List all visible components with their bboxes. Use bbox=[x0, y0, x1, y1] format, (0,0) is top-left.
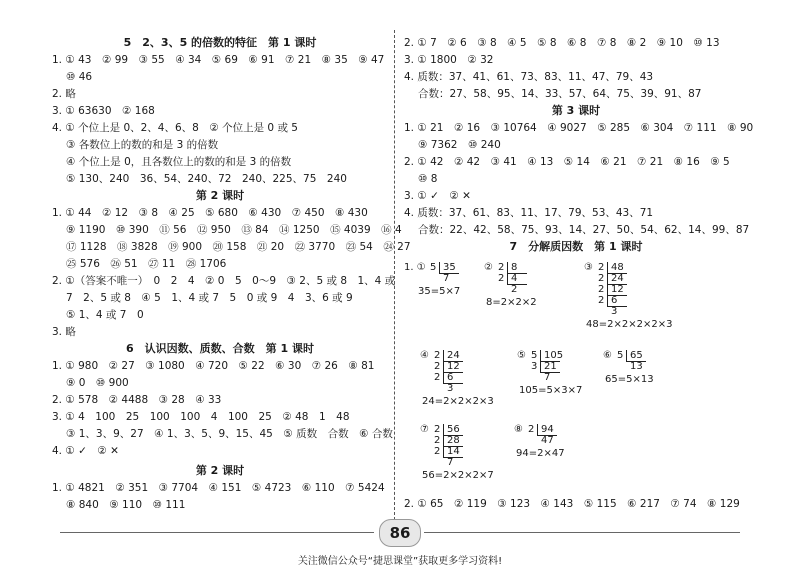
quotient: 7 bbox=[443, 273, 450, 284]
division-bar bbox=[537, 424, 538, 435]
footer-rule-left bbox=[60, 532, 374, 533]
divisor: 2 bbox=[598, 273, 605, 284]
division-bar bbox=[607, 284, 608, 295]
factorization-label: ⑦ bbox=[420, 424, 429, 435]
quotient: 94 bbox=[541, 424, 554, 435]
divisor: 5 bbox=[617, 350, 624, 361]
factorization-label: 1. ① bbox=[404, 262, 426, 273]
factorization-label: ③ bbox=[584, 262, 593, 273]
answer-line: ⑰ 1128 ⑱ 3828 ⑲ 900 ⑳ 158 ㉑ 20 ㉒ 3770 ㉓ 54 ㉔ 27 bbox=[66, 241, 411, 253]
divisor: 2 bbox=[434, 446, 441, 457]
divisor: 2 bbox=[434, 361, 441, 372]
quotient: 2 bbox=[511, 284, 518, 295]
quotient: 65 bbox=[630, 350, 643, 361]
footer-rule-right bbox=[424, 532, 740, 533]
answer-line: ⑩ 46 bbox=[66, 71, 93, 83]
answer-line: 1. ① 21 ② 16 ③ 10764 ④ 9027 ⑤ 285 ⑥ 304 ⑦ 111 ⑧ 90 bbox=[404, 122, 754, 134]
quotient: 6 bbox=[611, 295, 618, 306]
answer-line: 2. ① 578 ② 4488 ③ 28 ④ 33 bbox=[52, 394, 222, 406]
answer-line: ④ 个位上是 0，且各数位上的数的和是 3 的倍数 bbox=[66, 156, 292, 168]
divisor: 2 bbox=[498, 262, 505, 273]
answer-line: 1. ① 4821 ② 351 ③ 7704 ④ 151 ⑤ 4723 ⑥ 110 ⑦ 5424 bbox=[52, 482, 385, 494]
section-heading: 第 3 课时 bbox=[551, 104, 601, 117]
division-bar bbox=[443, 435, 444, 446]
answer-line: 2. ①（答案不唯一） 0 2 4 ② 0 5 0～9 ③ 2、5 或 8 1、4 或 bbox=[52, 275, 396, 287]
factorization-label: ⑧ bbox=[514, 424, 523, 435]
answer-line: ⑨ 7362 ⑩ 240 bbox=[418, 139, 501, 151]
answer-line: 4. 质数：37、41、61、73、83、11、47、79、43 bbox=[404, 71, 654, 83]
divisor: 2 bbox=[598, 262, 605, 273]
quotient: 4 bbox=[511, 273, 518, 284]
quotient: 7 bbox=[544, 372, 551, 383]
answer-line: 2. ① 7 ② 6 ③ 8 ④ 5 ⑤ 8 ⑥ 8 ⑦ 8 ⑧ 2 ⑨ 10 ⑩ 13 bbox=[404, 37, 720, 49]
footer-note: 关注微信公众号“捷思课堂”获取更多学习资料! bbox=[297, 556, 503, 567]
answer-line: 3. ① ✓ ② ✕ bbox=[404, 190, 471, 202]
quotient: 28 bbox=[447, 435, 460, 446]
factorization-label: ② bbox=[484, 262, 493, 273]
answer-line: 合数：27、58、95、14、33、57、64、75、39、91、87 bbox=[418, 88, 702, 100]
quotient: 14 bbox=[447, 446, 460, 457]
division-bar bbox=[626, 350, 627, 361]
answer-line: 合数：22、42、58、75、93、14、27、50、54、62、14、99、87 bbox=[418, 224, 750, 236]
factorization-label: ⑥ bbox=[603, 350, 612, 361]
division-bar bbox=[507, 273, 508, 284]
factorization-result: 35=5×7 bbox=[418, 286, 461, 297]
division-bar bbox=[439, 262, 440, 273]
divisor: 5 bbox=[430, 262, 437, 273]
answer-line: 1. ① 44 ② 12 ③ 8 ④ 25 ⑤ 680 ⑥ 430 ⑦ 450 ⑧ 430 bbox=[52, 207, 368, 219]
factorization-result: 105=5×3×7 bbox=[519, 385, 583, 396]
answer-line: 3. ① 1800 ② 32 bbox=[404, 54, 494, 66]
section-heading: 6 认识因数、质数、合数 第 1 课时 bbox=[126, 342, 314, 355]
division-bar bbox=[540, 361, 541, 372]
quotient: 7 bbox=[447, 457, 454, 468]
division-bar bbox=[443, 372, 444, 383]
factorization-label: ⑤ bbox=[517, 350, 526, 361]
divisor: 3 bbox=[531, 361, 538, 372]
answer-line: ③ 1、3、9、27 ④ 1、3、5、9、15、45 ⑤ 质数 合数 ⑥ 合数 bbox=[66, 428, 393, 440]
division-bar bbox=[507, 262, 508, 273]
quotient: 105 bbox=[544, 350, 564, 361]
division-bar bbox=[607, 273, 608, 284]
column-divider bbox=[394, 30, 395, 520]
quotient: 8 bbox=[511, 262, 518, 273]
answer-line: ㉕ 576 ㉖ 51 ㉗ 11 ㉘ 1706 bbox=[66, 258, 227, 270]
division-bar bbox=[607, 262, 608, 273]
quotient: 3 bbox=[611, 306, 618, 317]
section-heading: 5 2、3、5 的倍数的特征 第 1 课时 bbox=[123, 36, 317, 49]
answer-line: 1. ① 980 ② 27 ③ 1080 ④ 720 ⑤ 22 ⑥ 30 ⑦ 26 ⑧ 81 bbox=[52, 360, 375, 372]
divisor: 2 bbox=[434, 435, 441, 446]
quotient: 6 bbox=[447, 372, 454, 383]
page-number: 86 bbox=[379, 519, 421, 547]
divisor: 2 bbox=[598, 295, 605, 306]
quotient: 48 bbox=[611, 262, 624, 273]
division-bar bbox=[540, 350, 541, 361]
answer-line: 4. 质数：37、61、83、11、17、79、53、43、71 bbox=[404, 207, 654, 219]
answer-line: 7 2、5 或 8 ④ 5 1、4 或 7 5 0 或 9 4 3、6 或 9 bbox=[66, 292, 353, 304]
quotient: 13 bbox=[630, 361, 643, 372]
quotient: 24 bbox=[447, 350, 460, 361]
answer-line: 3. 略 bbox=[52, 326, 76, 338]
answer-line: ⑨ 1190 ⑩ 390 ⑪ 56 ⑫ 950 ⑬ 84 ⑭ 1250 ⑮ 4039 ⑯ 4 bbox=[66, 224, 402, 236]
factorization-result: 65=5×13 bbox=[605, 374, 654, 385]
division-bar bbox=[443, 446, 444, 457]
quotient: 47 bbox=[541, 435, 554, 446]
division-bar bbox=[443, 361, 444, 372]
factorization-result: 56=2×2×2×7 bbox=[422, 470, 494, 481]
answer-line: 4. ① 个位上是 0、2、4、6、8 ② 个位上是 0 或 5 bbox=[52, 122, 298, 134]
answer-line: ⑧ 840 ⑨ 110 ⑩ 111 bbox=[66, 499, 186, 511]
factorization-result: 24=2×2×2×3 bbox=[422, 396, 494, 407]
answer-line: ③ 各数位上的数的和是 3 的倍数 bbox=[66, 139, 219, 151]
divisor: 2 bbox=[434, 372, 441, 383]
division-bar bbox=[443, 350, 444, 361]
factorization-result: 94=2×47 bbox=[516, 448, 565, 459]
quotient: 3 bbox=[447, 383, 454, 394]
answer-line: ⑤ 130、240 36、54、240、72 240、225、75 240 bbox=[66, 173, 347, 185]
divisor: 2 bbox=[498, 273, 505, 284]
division-bar bbox=[443, 424, 444, 435]
divisor: 2 bbox=[598, 284, 605, 295]
quotient: 24 bbox=[611, 273, 624, 284]
factorization-result: 48=2×2×2×2×3 bbox=[586, 319, 673, 330]
divisor: 5 bbox=[531, 350, 538, 361]
answer-line: 1. ① 43 ② 99 ③ 55 ④ 34 ⑤ 69 ⑥ 91 ⑦ 21 ⑧ 35 ⑨ 47 bbox=[52, 54, 385, 66]
quotient: 56 bbox=[447, 424, 460, 435]
answer-line: 4. ① ✓ ② ✕ bbox=[52, 445, 119, 457]
section-heading: 第 2 课时 bbox=[195, 189, 245, 202]
section-heading: 7 分解质因数 第 1 课时 bbox=[509, 240, 643, 253]
answer-line: ⑨ 0 ⑩ 900 bbox=[66, 377, 129, 389]
answer-line: 3. ① 4 100 25 100 100 4 100 25 ② 48 1 48 bbox=[52, 411, 350, 423]
divisor: 2 bbox=[528, 424, 535, 435]
answer-line: ⑤ 1、4 或 7 0 bbox=[66, 309, 144, 321]
answer-line: 2. 略 bbox=[52, 88, 76, 100]
divisor: 2 bbox=[434, 350, 441, 361]
answer-line: 2. ① 42 ② 42 ③ 41 ④ 13 ⑤ 14 ⑥ 21 ⑦ 21 ⑧ 16 ⑨ 5 bbox=[404, 156, 730, 168]
answer-line: 3. ① 63630 ② 168 bbox=[52, 105, 155, 117]
factorization-label: ④ bbox=[420, 350, 429, 361]
quotient: 12 bbox=[447, 361, 460, 372]
quotient: 35 bbox=[443, 262, 456, 273]
section-heading: 第 2 课时 bbox=[195, 464, 245, 477]
divisor: 2 bbox=[434, 424, 441, 435]
quotient: 21 bbox=[544, 361, 557, 372]
quotient: 12 bbox=[611, 284, 624, 295]
division-bar bbox=[607, 295, 608, 306]
answer-line: ⑩ 8 bbox=[418, 173, 438, 185]
answer-line: 2. ① 65 ② 119 ③ 123 ④ 143 ⑤ 115 ⑥ 217 ⑦ 74 ⑧ 129 bbox=[404, 498, 740, 510]
factorization-result: 8=2×2×2 bbox=[486, 297, 537, 308]
